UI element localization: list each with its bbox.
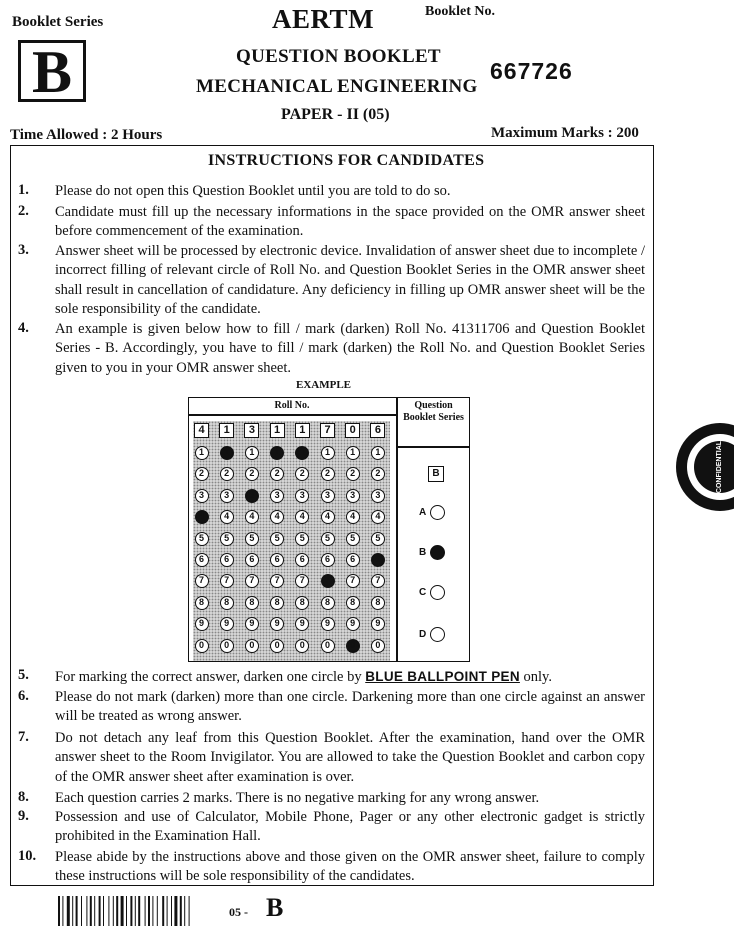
instruction-number: 1. (18, 182, 29, 198)
omr-bubble: 4 (321, 510, 335, 524)
omr-bubble: 9 (220, 617, 234, 631)
instruction-text: Candidate must fill up the necessary informations in the space provided on the OMR answer sheet before commencement of the examination. (55, 204, 645, 240)
footer-series-letter: B (266, 893, 284, 922)
omr-bubble: 7 (295, 574, 309, 588)
omr-bubble: 1 (195, 446, 209, 460)
omr-bubble: 9 (270, 617, 284, 631)
question-booklet-series-label: Question Booklet Series (403, 400, 464, 423)
omr-bubble: 3 (245, 489, 259, 503)
omr-bubble: 4 (245, 510, 259, 524)
omr-bubble: 7 (346, 574, 360, 588)
omr-bubble: 1 (245, 446, 259, 460)
omr-bubble: 0 (245, 639, 259, 653)
booklet-series-label: Booklet Series (12, 14, 104, 30)
omr-bubble: 2 (321, 467, 335, 481)
instructions-heading: INSTRUCTIONS FOR CANDIDATES (208, 152, 485, 169)
instruction-text: Possession and use of Calculator, Mobile Phone, Pager or any other electronic gadget is strictly prohibited in the Examination Hall. (55, 809, 645, 845)
roll-digit-box: 3 (244, 423, 259, 438)
subject-title: MECHANICAL ENGINEERING (196, 76, 478, 97)
omr-bubble: 6 (295, 553, 309, 567)
omr-bubble: 0 (371, 639, 385, 653)
instruction-text: Do not detach any leaf from this Question Booklet. After the examination, hand over the OMR answer sheet to the Room Invigilator. You are allowed to take the Question Booklet and carbon copy of the OMR answer sheet after examination is over. (55, 730, 645, 785)
omr-bubble: 6 (195, 553, 209, 567)
omr-bubble: 4 (195, 510, 209, 524)
omr-bubble: 8 (346, 596, 360, 610)
series-option-bubble (430, 627, 445, 642)
omr-bubble: 0 (321, 639, 335, 653)
omr-bubble: 8 (245, 596, 259, 610)
instruction-text-after: only. (523, 669, 552, 685)
omr-bubble: 1 (295, 446, 309, 460)
omr-bubble: 2 (346, 467, 360, 481)
omr-bubble: 5 (270, 532, 284, 546)
instruction-number: 6. (18, 688, 29, 704)
instruction-text-before: For marking the correct answer, darken one circle by (55, 669, 362, 685)
instruction-number: 9. (18, 808, 29, 824)
omr-bubble: 6 (371, 553, 385, 567)
booklet-no-label: Booklet No. (425, 4, 495, 19)
roll-digit-box: 1 (295, 423, 310, 438)
omr-bubble: 7 (220, 574, 234, 588)
example-label: EXAMPLE (296, 379, 351, 391)
instruction-number: 2. (18, 203, 29, 219)
omr-bubble: 2 (220, 467, 234, 481)
series-option-bubble (430, 585, 445, 600)
omr-bubble: 7 (371, 574, 385, 588)
instruction-number: 7. (18, 729, 29, 745)
omr-bubble: 8 (195, 596, 209, 610)
omr-bubble: 6 (270, 553, 284, 567)
instruction-text: An example is given below how to fill / mark (darken) Roll No. 41311706 and Question Booklet Series - B. Accordingly, you have to fill / mark (darken) the Roll No. and Question Booklet Series given to you in your OMR answer sheet. (55, 321, 645, 376)
omr-bubble: 8 (321, 596, 335, 610)
instruction-number: 3. (18, 242, 29, 258)
series-option-letter: C (419, 587, 427, 598)
omr-bubble: 5 (321, 532, 335, 546)
barcode-icon (58, 896, 224, 926)
roll-digit-box: 0 (345, 423, 360, 438)
roll-digit-box: 7 (320, 423, 335, 438)
confidential-seal-icon (674, 422, 734, 512)
omr-bubble: 7 (270, 574, 284, 588)
instruction-text: Please abide by the instructions above and those given on the OMR answer sheet, failure to comply these instructions will be sole responsibility of the candidates. (55, 849, 645, 885)
time-allowed: Time Allowed : 2 Hours (10, 127, 163, 143)
booklet-title: QUESTION BOOKLET (236, 46, 441, 67)
omr-bubble: 4 (295, 510, 309, 524)
omr-bubble: 8 (270, 596, 284, 610)
omr-bubble: 1 (371, 446, 385, 460)
omr-bubble: 0 (346, 639, 360, 653)
omr-bubble: 8 (295, 596, 309, 610)
omr-bubble: 7 (245, 574, 259, 588)
omr-bubble: 2 (295, 467, 309, 481)
instruction-number: 4. (18, 320, 29, 336)
omr-bubble: 1 (270, 446, 284, 460)
booklet-number: 667726 (490, 58, 573, 84)
omr-bubble: 1 (321, 446, 335, 460)
omr-bubble: 9 (321, 617, 335, 631)
omr-bubble: 6 (321, 553, 335, 567)
series-option-letter: B (419, 547, 427, 558)
omr-bubble: 2 (195, 467, 209, 481)
series-option-bubble (430, 505, 445, 520)
roll-digit-box: 1 (270, 423, 285, 438)
omr-bubble: 2 (245, 467, 259, 481)
omr-bubble: 8 (371, 596, 385, 610)
roll-digit-box: 6 (370, 423, 385, 438)
omr-bubble: 3 (220, 489, 234, 503)
series-letter-box: B (18, 40, 86, 102)
omr-bubble: 0 (270, 639, 284, 653)
omr-bubble: 7 (321, 574, 335, 588)
series-mini-box: B (428, 466, 444, 482)
seal-text: CONFIDENTIAL (716, 440, 723, 494)
omr-bubble: 4 (371, 510, 385, 524)
instruction-number: 5. (18, 667, 29, 683)
omr-bubble: 4 (270, 510, 284, 524)
omr-bubble: 3 (270, 489, 284, 503)
paper-title: PAPER - II (05) (281, 106, 390, 123)
omr-bubble: 0 (220, 639, 234, 653)
omr-bubble: 1 (220, 446, 234, 460)
instruction-text: Please do not open this Question Booklet until you are told to do so. (55, 183, 451, 199)
omr-bubble: 5 (195, 532, 209, 546)
series-option-letter: A (419, 507, 427, 518)
roll-no-rule (188, 414, 396, 416)
instruction-text (55, 667, 645, 687)
instruction-text: Please do not mark (darken) more than one circle. Darkening more than one circle against an answer will be treated as wrong answer. (55, 689, 645, 725)
series-option-letter: D (419, 629, 427, 640)
omr-bubble: 2 (371, 467, 385, 481)
omr-bubble: 8 (220, 596, 234, 610)
omr-bubble: 6 (346, 553, 360, 567)
omr-bubble: 4 (346, 510, 360, 524)
omr-bubble: 6 (245, 553, 259, 567)
roll-digit-box: 4 (194, 423, 209, 438)
series-option-bubble (430, 545, 445, 560)
omr-bubble: 3 (346, 489, 360, 503)
omr-bubble: 5 (371, 532, 385, 546)
exam-code: AERTM (272, 4, 375, 34)
omr-bubble: 4 (220, 510, 234, 524)
omr-bubble: 2 (270, 467, 284, 481)
maximum-marks: Maximum Marks : 200 (491, 125, 639, 141)
instruction-text: Each question carries 2 marks. There is no negative marking for any wrong answer. (55, 790, 540, 806)
omr-bubble: 9 (371, 617, 385, 631)
omr-bubble: 9 (195, 617, 209, 631)
omr-bubble: 6 (220, 553, 234, 567)
omr-bubble: 1 (346, 446, 360, 460)
blue-ballpoint-pen-emphasis: BLUE BALLPOINT PEN (365, 669, 520, 684)
series-rule (397, 446, 470, 448)
omr-bubble: 0 (295, 639, 309, 653)
roll-no-label: Roll No. (274, 400, 310, 411)
omr-bubble: 5 (295, 532, 309, 546)
omr-bubble: 9 (295, 617, 309, 631)
omr-bubble: 9 (245, 617, 259, 631)
omr-bubble: 5 (346, 532, 360, 546)
omr-divider (396, 397, 398, 662)
instruction-number: 8. (18, 789, 29, 805)
omr-bubble: 3 (321, 489, 335, 503)
omr-bubble: 3 (195, 489, 209, 503)
omr-bubble: 3 (371, 489, 385, 503)
omr-bubble: 3 (295, 489, 309, 503)
footer-paper-code: 05 - (229, 905, 248, 919)
omr-bubble: 0 (195, 639, 209, 653)
omr-bubble: 9 (346, 617, 360, 631)
roll-digit-box: 1 (219, 423, 234, 438)
omr-bubble: 5 (245, 532, 259, 546)
omr-bubble: 7 (195, 574, 209, 588)
instruction-text: Answer sheet will be processed by electronic device. Invalidation of answer sheet due to incomplete / incorrect filling of relevant circle of Roll No. and Question Booklet Series in the OMR answer sheet shall result in cancellation of candidature. Any deficiency in filling up OMR answer sheet will be the sole responsibility of the candidate. (55, 243, 645, 317)
omr-bubble: 5 (220, 532, 234, 546)
instruction-number: 10. (18, 848, 37, 864)
